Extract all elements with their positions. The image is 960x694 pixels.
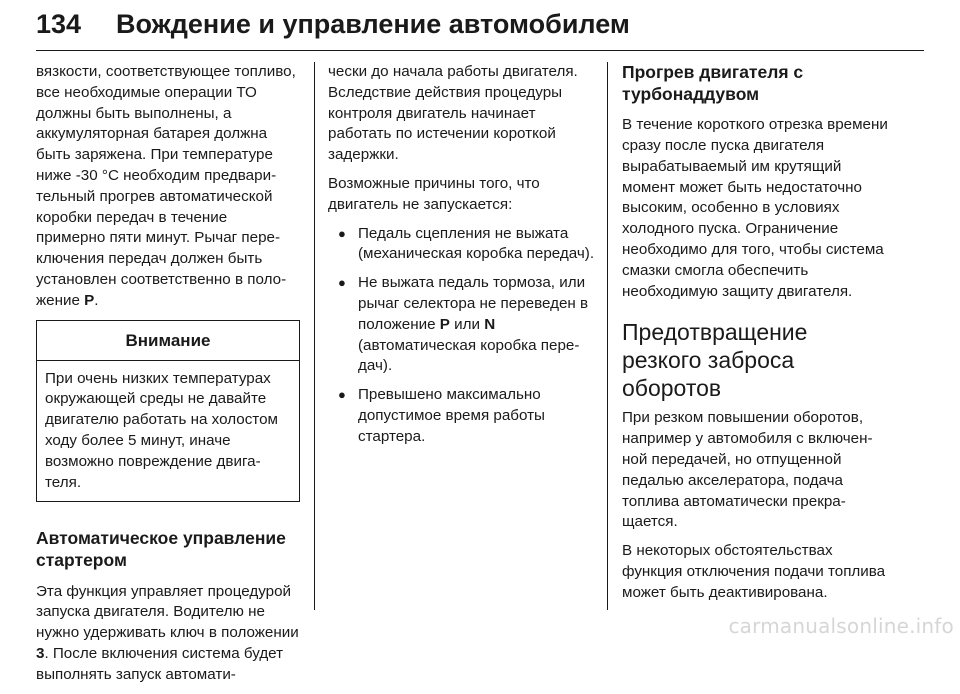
paragraph-continuation: чески до начала работы двигателя. Вследствие действия процедуры контроля двигатель начинает работать по истечении короткой задержки. [328, 63, 578, 164]
bullet-icon: ● [338, 275, 346, 291]
column-divider-1 [314, 62, 315, 610]
page-number: 134 [36, 9, 82, 39]
causes-list [328, 224, 596, 448]
paragraph-cutoff: В некоторых обстоятельствах функция отключения подачи топлива может быть деактивирована. [622, 542, 886, 601]
bullet-icon: ● [338, 387, 346, 403]
page-title: Вождение и управление автомобилем [116, 9, 630, 39]
section-heading-turbo: Прогрев двигателя с турбонаддувом [622, 62, 804, 104]
list-item: ● Не выжата педаль тормоза, или рычаг селектора не переведен в положение P или N (автоматическая коробка передач). [338, 274, 589, 375]
paragraph-overrun: При резком повышении оборотов, например у автомобиля с включенной передачей, но отпущенной педалью акселератора, подача топлива автоматически прекращается. [622, 409, 873, 531]
caution-box [36, 320, 300, 503]
paragraph-turbo: В течение короткого отрезка времени сразу после пуска двигателя вырабатываемый им крутящий момент может быть недостаточно высоким, особенно в условиях холодного пуска. Ограничение необходимо для того, чтобы система смазки смогла обеспечить необходимую защиту двигателя. [622, 116, 888, 300]
column-1 [36, 62, 300, 694]
page-header [36, 2, 924, 51]
column-2 [328, 62, 596, 456]
paragraph-intro: вязкости, соответствующее топливо, все необходимые операции ТО должны быть выполнены, а аккумуляторная батарея должна быть заряжена. При температуре ниже -30 °C необходим предварительный прогрев автоматической коробки передач в течение примерно пяти минут. Рычаг переключения передач должен быть установлен соответственно в положение P. [36, 63, 296, 309]
bullet-icon: ● [338, 225, 346, 241]
section-heading-overrun: Предотвращение резкого заброса оборотов [622, 319, 808, 402]
list-item: ● Превышено максимально допустимое время работы стартера. [338, 386, 545, 445]
key-position-3: 3 [36, 644, 45, 662]
column-3 [622, 62, 890, 612]
section-heading-starter: Автоматическое управление стартером [36, 528, 286, 570]
paragraph-causes: Возможные причины того, что двигатель не запускается: [328, 174, 540, 213]
caution-text: При очень низких температурах окружающей среды не давайте двигателю работать на холостом ходу более 5 минут, иначе возможно повреждение двигателя. [45, 369, 278, 491]
watermark: carmanualsonline.info [728, 614, 954, 638]
caution-title: Внимание [37, 321, 299, 361]
gear-position-p: P [84, 291, 95, 309]
column-divider-2 [607, 62, 608, 610]
list-item: ● Педаль сцепления не выжата (механическая коробка передач). [338, 224, 595, 263]
paragraph-starter: Эта функция управляет процедурой запуска двигателя. Водителю не нужно удерживать ключ в положении 3. После включения система будет выполнять запуск автомати- [36, 582, 299, 683]
